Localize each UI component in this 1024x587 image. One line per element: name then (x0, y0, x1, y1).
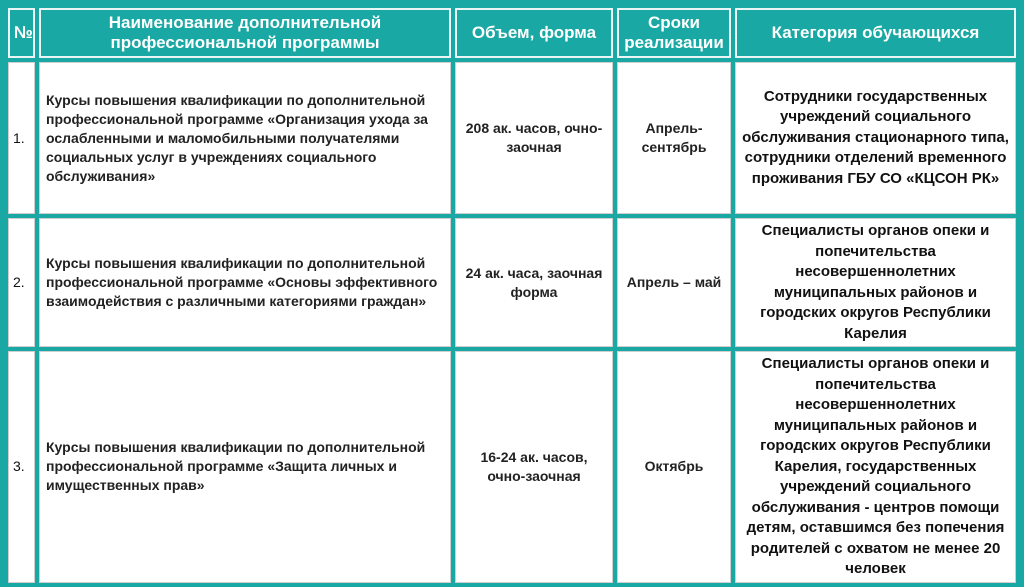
header-program-name: Наименование дополнительной профессиональной программы (39, 8, 451, 58)
row-volume: 16-24 ак. часов, очно-заочная (455, 351, 613, 583)
table-row (8, 218, 1016, 347)
row-program: Курсы повышения квалификации по дополнительной профессиональной программе «Организация ухода за ослабленными и маломобильными получателями социальных услуг в учреждениях социального обслуживания» (39, 62, 451, 214)
row-volume: 208 ак. часов, очно-заочная (455, 62, 613, 214)
row-term: Апрель-сентябрь (617, 62, 731, 214)
header-term: Сроки реализации (617, 8, 731, 58)
row-num: 2. (8, 218, 35, 347)
row-num: 3. (8, 351, 35, 583)
header-row (8, 8, 1016, 58)
row-category: Специалисты органов опеки и попечительства несовершеннолетних муниципальных районов и городских округов Республики Карелия (735, 218, 1016, 347)
row-category: Специалисты органов опеки и попечительства несовершеннолетних муниципальных районов и городских округов Республики Карелия, государственных учреждений социального обслуживания - центров помощи детям, оставшимся без попечения родителей с охватом не менее 20 человек (735, 351, 1016, 583)
row-category: Сотрудники государственных учреждений социального обслуживания стационарного типа, сотрудники отделений временного проживания ГБУ СО «КЦСОН РК» (735, 62, 1016, 214)
row-num: 1. (8, 62, 35, 214)
row-term: Октябрь (617, 351, 731, 583)
row-program: Курсы повышения квалификации по дополнительной профессиональной программе «Основы эффективного взаимодействия с различными категориями граждан» (39, 218, 451, 347)
table-row (8, 62, 1016, 214)
header-category: Категория обучающихся (735, 8, 1016, 58)
header-num: № (8, 8, 35, 58)
header-volume: Объем, форма (455, 8, 613, 58)
row-term: Апрель – май (617, 218, 731, 347)
row-program: Курсы повышения квалификации по дополнительной профессиональной программе «Защита личных и имущественных прав» (39, 351, 451, 583)
programs-table (4, 4, 1020, 587)
table-row (8, 351, 1016, 583)
row-volume: 24 ак. часа, заочная форма (455, 218, 613, 347)
